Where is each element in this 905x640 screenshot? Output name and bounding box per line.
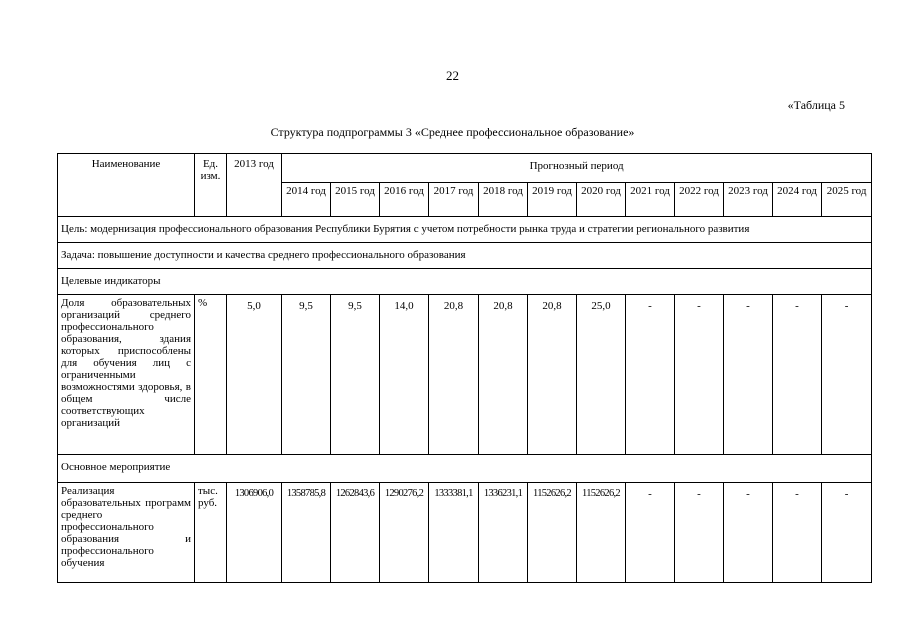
indicators-title: Целевые индикаторы [58,269,872,295]
activity-value: - [724,483,773,583]
header-year: 2020 год [577,183,626,217]
indicator-value: - [626,295,675,455]
header-unit: Ед. изм. [195,154,227,217]
indicator-value: 20,8 [429,295,479,455]
indicator-value: 20,8 [528,295,577,455]
header-year: 2016 год [380,183,429,217]
header-year: 2022 год [675,183,724,217]
activity-name: Реализация образовательных программ среднего профессионального образования и профессионального обучения [58,483,195,583]
activity-value: 1306906,0 [227,483,282,583]
indicator-row [58,295,872,455]
activity-value: 1152626,2 [528,483,577,583]
header-row-1 [58,154,872,183]
activity-value: 1336231,1 [479,483,528,583]
activity-unit: тыс. руб. [195,483,227,583]
indicator-value: 25,0 [577,295,626,455]
task-row [58,243,872,269]
header-year: 2018 год [479,183,528,217]
indicator-value: - [773,295,822,455]
header-year: 2021 год [626,183,675,217]
header-year: 2015 год [331,183,380,217]
activity-title: Основное мероприятие [58,455,872,483]
indicator-value: - [822,295,872,455]
indicator-value: 14,0 [380,295,429,455]
activity-value: - [822,483,872,583]
activity-value: 1152626,2 [577,483,626,583]
activity-row [58,483,872,583]
page-number: 22 [446,68,459,83]
header-year: 2019 год [528,183,577,217]
activity-value: - [675,483,724,583]
goal-text: Цель: модернизация профессионального образования Республики Бурятия с учетом потребности рынка труда и стратегии регионального развития [58,217,872,243]
header-year: 2017 год [429,183,479,217]
activity-value: 1290276,2 [380,483,429,583]
indicators-title-row [58,269,872,295]
header-year: 2014 год [282,183,331,217]
task-text: Задача: повышение доступности и качества среднего профессионального образования [58,243,872,269]
table-reference: «Таблица 5 [787,98,845,112]
indicator-value: - [675,295,724,455]
indicator-value: 9,5 [282,295,331,455]
activity-value: - [773,483,822,583]
header-name: Наименование [58,154,195,217]
header-year: 2023 год [724,183,773,217]
activity-value: 1358785,8 [282,483,331,583]
header-forecast-period: Прогнозный период [282,154,872,183]
header-year: 2025 год [822,183,872,217]
indicator-value: 20,8 [479,295,528,455]
activity-title-row [58,455,872,483]
goal-row [58,217,872,243]
activity-value: 1262843,6 [331,483,380,583]
indicator-name: Доля образовательных организаций среднего профессионального образования, здания которых приспособлены для обучения лиц с ограниченными возможностями здоровья, в общем числе соответствующих организаций [58,295,195,455]
header-year: 2024 год [773,183,822,217]
indicator-value: 5,0 [227,295,282,455]
table-caption: Структура подпрограммы 3 «Среднее профессиональное образование» [270,125,635,139]
activity-value: - [626,483,675,583]
indicator-value: - [724,295,773,455]
header-base-year: 2013 год [227,154,282,217]
activity-value: 1333381,1 [429,483,479,583]
indicator-value: 9,5 [331,295,380,455]
subprogram-table [57,153,872,583]
indicator-unit: % [195,295,227,455]
